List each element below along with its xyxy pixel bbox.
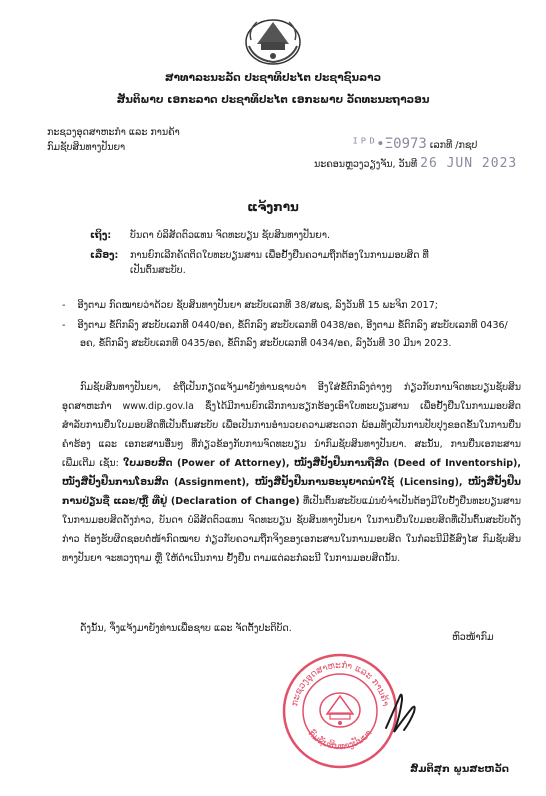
addressee-line bbox=[90, 228, 330, 243]
number-suffix: /ກຊປ bbox=[455, 140, 478, 151]
place-date-line bbox=[314, 156, 517, 171]
seal-inner-text: ກົມຊັບສິນທາງປັນຍາ bbox=[305, 728, 375, 753]
number-label: ເລກທີ bbox=[429, 140, 453, 151]
subject-text-cont: ເປັນຕົ້ນສະບັບ. bbox=[130, 265, 186, 276]
department-name: ກົມຊັບສິນທາງປັນຍາ bbox=[47, 142, 126, 153]
subject-label: ເລື່ອງ: bbox=[90, 250, 119, 261]
reference-number bbox=[351, 136, 477, 152]
stamped-reference: ᴵᴾᴰ∙Ξ0973 bbox=[351, 136, 427, 152]
signatory-name: ສົມຕິສຸກ ພູນສະຫວັດ bbox=[410, 764, 509, 775]
closing-line: ດັ່ງນັ້ນ, ຈຶ່ງແຈ້ງມາຍັງທ່ານເພື່ອຊາບ ແລະ ຈັດຕັ້ງປະຕິບັດ. bbox=[80, 623, 292, 634]
handwritten-signature-icon bbox=[380, 688, 420, 738]
place-date-label: ນະຄອນຫຼວງວຽງຈັນ, ວັນທີ bbox=[314, 159, 418, 170]
signatory-title: ຫົວໜ້າກົມ bbox=[452, 632, 494, 643]
legal-references bbox=[62, 297, 522, 355]
subject-text: ການຍົກເລີກຄັດຕິດໃບທະບຽນສານ ເພື່ອຢັ້ງຢືນຄວາມຖືກຕ້ອງໃນການມອບສິດ ທີ່ bbox=[130, 250, 429, 261]
document-title: ແຈ້ງການ bbox=[247, 200, 299, 214]
reference-item: - ອີງຕາມ ຂໍ້ຕົກລົງ ສະບັບເລກທີ 0440/ອຄ, ຂໍ້ຕົກລົງ ສະບັບເລກທີ 0438/ອຄ, ອີງຕາມ ຂໍ້ຕົກລົງ ສະບັບເລກທີ 0436/ອຄ, ຂໍ້ຕົກລົງ ສະບັບເລກທີ 0435/ອຄ, ຂໍ້ຕົກລົງ ສະບັບເລກທີ 0434/ອຄ, ລົງວັນທີ 30 ມີນາ 2023. bbox=[62, 320, 508, 349]
subject-line bbox=[90, 248, 429, 278]
body-paragraph: ກົມຊັບສິນທາງປັນຍາ, ຂໍຖືເປັນກຽດແຈ້ງມາຍັງທ່ານຊາບວ່າ ອີງໃສ່ຂໍ້ຕົກລົງຕ່າງໆ ກ່ຽວກັບການຈົດທະບຽນຊັບສິນອຸດສາຫະກຳ www.dip.gov.la ຊຶ່ງໄດ້ມີການຍົກເລີກການຮຽກຮ້ອງເອົາໃບທະບຽນສານ ເພື່ອຢັ້ງຢືນໃນການມອບສິດ ສຳລັບການຍື່ນໃບມອບສິດທີ່ເປັນຕົ້ນສະບັບ ເພື່ອເປັນການອຳນວຍຄວາມສະດວກ ພ້ອມທັງເປັນການປັບປຸງຂອດຂັ້ນໃນການຍື່ນຄຳຮ້ອງ ແລະ ເອກະສານອື່ນໆ ທີ່ກ່ຽວຂ້ອງກັບການຈົດທະບຽນ ນຳກົມຊັບສິນທາງປັນຍາ. ສະນັ້ນ, ການຍື່ນເອກະສານເພີ່ມເຕີມ ເຊັ່ນ: ໃບມອບສິດ (Power of Attorney), ໜັງສືຢັ້ງຢືນການຖືສິດ (Deed of Inventorship), ໜັງສືຢັ້ງຢືນການໂອນສິດ (Assignment), ໜັງສືຢັ້ງຢືນການອະນຸຍາດນຳໃຊ້ (Licensing), ໜັງສືຢັ້ງຢືນການປ່ຽນຊື່ ແລະ/ຫຼື ທີ່ຢູ່ (Declaration of Change) ທີ່ເປັນຕົ້ນສະບັບແມ່ນບໍ່ຈຳເປັນຕ້ອງມີໃບຢັ້ງຢືນທະບຽນສານ ໃນການມອບສິດດັ່ງກ່າວ, ບັນດາ ບໍລິສັດຕົວແທນ ຈົດທະບຽນ ຊັບສິນທາງປັນຍາ ໃນການຍື່ນໃບມອບສິດທີ່ເປັນຕົ້ນສະບັບດັ່ງກ່າວ ຕ້ອງຮັບຜິດຊອບຕໍ່ໜ້າກົດໝາຍ ກ່ຽວກັບຄວາມຖືກຈິງຂອງເອກະສານໃນການມອບສິດ ໃນກໍລະນີມີຂໍ້ສົງໄສ ກົມຊັບສິນທາງປັນຍາ ຈະທວງຖາມ ຫຼື ໃຫ້ດຳເນີນການ ຢັ້ງຢືນ ຕາມແຕ່ລະກໍລະນີ ໃນການມອບສິດນັ້ນ. bbox=[62, 382, 522, 564]
svg-text:ກົມຊັບສິນທາງປັນຍາ bbox=[306, 728, 375, 752]
addressee-label: ເຖິງ: bbox=[90, 230, 112, 241]
country-name: ສາທາລະນະລັດ ປະຊາທິປະໄຕ ປະຊາຊົນລາວ bbox=[164, 72, 382, 84]
national-motto: ສັນຕິພາບ ເອກະລາດ ປະຊາທິປະໄຕ ເອກະພາບ ວັດທະນະຖາວອນ bbox=[116, 94, 430, 106]
document-types: ໃບມອບສິດ (Power of Attorney), ໜັງສືຢັ້ງຢືນການຖືສິດ (Deed of Inventorship), ໜັງສືຢັ້ງຢືນການໂອນສິດ (Assignment), ໜັງສືຢັ້ງຢືນການອະນຸຍາດນຳໃຊ້ (Licensing), ໜັງສືຢັ້ງຢືນການປ່ຽນຊື່ ແລະ/ຫຼື ທີ່ຢູ່ (Declaration of Change) bbox=[62, 458, 521, 507]
addressee-text: ບັນດາ ບໍລິສັດຕົວແທນ ຈົດທະບຽນ ຊັບສິນທາງປັນຍາ. bbox=[130, 230, 330, 241]
issuer-block bbox=[47, 125, 180, 155]
ministry-name: ກະຊວງອຸດສາຫະກຳ ແລະ ການຄ້າ bbox=[47, 127, 180, 138]
reference-item: - ອີງຕາມ ກົດໝາຍວ່າດ້ວຍ ຊັບສິນທາງປັນຍາ ສະບັບເລກທີ 38/ສພຊ, ລົງວັນທີ 15 ພະຈິກ 2017; bbox=[62, 300, 438, 311]
seal-outer-text: ກະຊວງອຸດສາຫະກຳ ແລະ ການຄ້າ bbox=[290, 660, 390, 708]
stamped-date: 26 JUN 2023 bbox=[420, 156, 518, 171]
national-emblem-icon bbox=[243, 12, 303, 66]
